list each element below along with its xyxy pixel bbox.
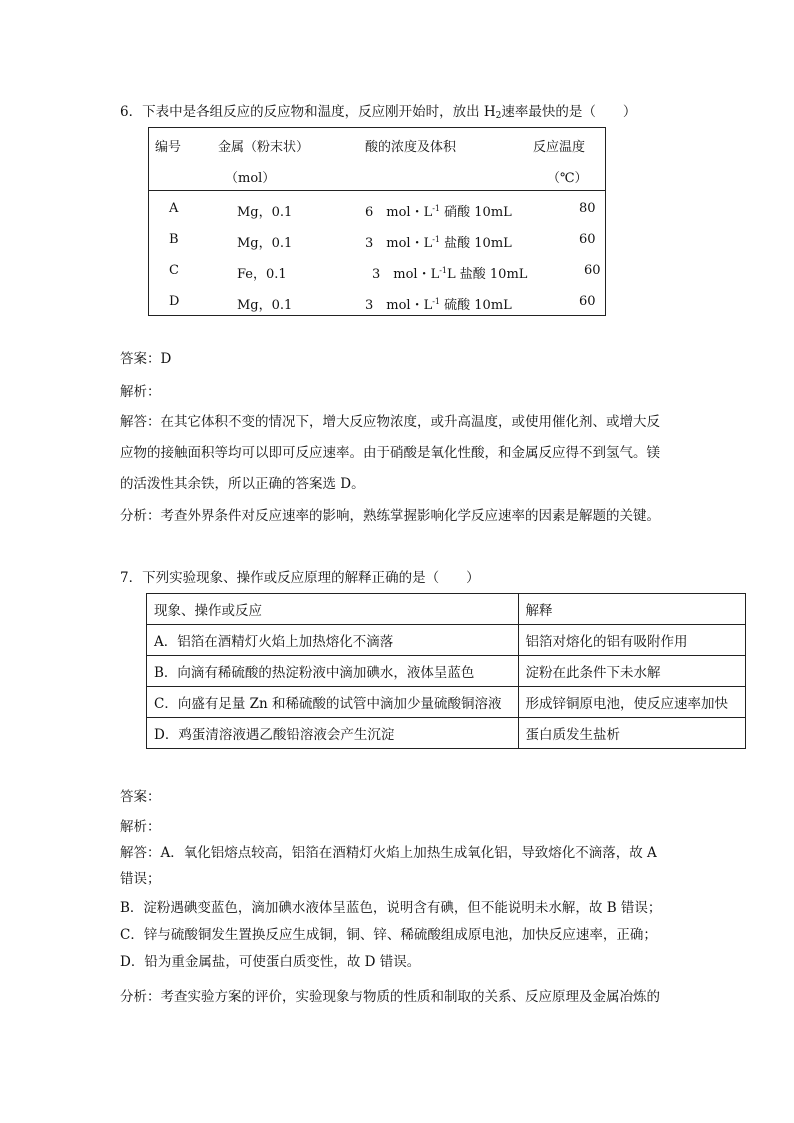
q6-row-b-acid-sup: -1 bbox=[432, 235, 441, 244]
q6-solution-line-2: 应物的接触面积等均可以即可反应速率。由于硝酸是氧化性酸，和金属反应得不到氢气。镁 bbox=[120, 445, 660, 461]
q6-row-d-metal: Mg，0.1 bbox=[237, 298, 293, 313]
q6-row-c-acid bbox=[372, 263, 527, 282]
q6-row-d-acid-name: 硫酸 10mL bbox=[440, 298, 512, 313]
q6-row-c-metal: Fe，0.1 bbox=[237, 267, 287, 282]
q7-solution-line-2: 错误； bbox=[120, 871, 161, 887]
q6-row-c-acid-sup: -1 bbox=[439, 266, 448, 275]
table-row bbox=[147, 687, 746, 718]
q6-row-a-acid-conc: 6 mol・L bbox=[365, 205, 433, 220]
q7-answer: 答案： bbox=[120, 789, 161, 805]
q6-row-b-id: B bbox=[169, 232, 179, 247]
q7-row-a-phenomenon: A．铝箔在酒精灯火焰上加热熔化不滴落 bbox=[147, 625, 519, 656]
q6-analysis-label: 解析： bbox=[120, 384, 161, 400]
q7-row-b-explanation: 淀粉在此条件下未水解 bbox=[518, 656, 746, 687]
q6-row-b-acid-conc: 3 mol・L bbox=[365, 236, 433, 251]
q6-title-text-end: 速率最快的是（ ） bbox=[501, 104, 637, 120]
q6-title-text: 6．下表中是各组反应的反应物和温度，反应刚开始时，放出 H bbox=[120, 104, 496, 120]
q7-solution-line-1: 解答：A．氧化铝熔点较高，铝箔在酒精灯火焰上加热生成氧化铝，导致熔化不滴落，故 A bbox=[120, 845, 657, 861]
q7-row-a-explanation: 铝箔对熔化的铝有吸附作用 bbox=[518, 625, 746, 656]
q6-header-acid: 酸的浓度及体积 bbox=[365, 140, 457, 155]
q6-row-d-id: D bbox=[169, 294, 180, 309]
q7-row-c-phenomenon: C．向盛有足量 Zn 和稀硫酸的试管中滴加少量硫酸铜溶液 bbox=[147, 687, 519, 718]
q6-row-c-temp: 60 bbox=[584, 263, 601, 278]
q6-row-a-temp: 80 bbox=[579, 201, 596, 216]
q7-solution-line-3: B．淀粉遇碘变蓝色，滴加碘水液体呈蓝色，说明含有碘，但不能说明未水解，故 B 错误； bbox=[120, 900, 662, 916]
q6-header-temp: 反应温度 bbox=[533, 140, 586, 155]
q6-row-c-acid-conc: 3 mol・L bbox=[372, 267, 440, 282]
q6-header-id: 编号 bbox=[155, 140, 182, 155]
q6-answer: 答案：D bbox=[120, 351, 172, 367]
q7-row-b-phenomenon: B．向滴有稀硫酸的热淀粉液中滴加碘水，液体呈蓝色 bbox=[147, 656, 519, 687]
question-6-title bbox=[120, 103, 636, 125]
q6-row-c-acid-name: L 盐酸 10mL bbox=[447, 267, 528, 282]
q6-header-metal: 金属（粉末状） bbox=[218, 140, 310, 155]
q7-analysis-label: 解析： bbox=[120, 819, 161, 835]
q6-row-c-id: C bbox=[169, 263, 179, 278]
q6-row-b-acid bbox=[365, 232, 512, 251]
q6-row-d-acid bbox=[365, 294, 512, 313]
q6-header-metal-unit: （mol） bbox=[225, 171, 276, 186]
q7-row-d-phenomenon: D．鸡蛋清溶液遇乙酸铅溶液会产生沉淀 bbox=[147, 718, 519, 749]
q6-title-subscript: 2 bbox=[495, 111, 502, 121]
q6-row-d-acid-conc: 3 mol・L bbox=[365, 298, 433, 313]
q7-row-d-explanation: 蛋白质发生盐析 bbox=[518, 718, 746, 749]
table-row bbox=[147, 656, 746, 687]
q6-row-b-metal: Mg，0.1 bbox=[237, 236, 293, 251]
q6-header-temp-unit: （℃） bbox=[547, 171, 588, 186]
q7-table-header-row bbox=[147, 594, 746, 625]
question-6-table bbox=[148, 127, 606, 316]
q6-row-a-acid bbox=[365, 201, 512, 220]
q6-solution-line-1: 解答：在其它体积不变的情况下，增大反应物浓度，或升高温度，或使用催化剂、或增大反 bbox=[120, 414, 660, 430]
q7-header-phenomenon: 现象、操作或反应 bbox=[147, 594, 519, 625]
q6-row-a-metal: Mg，0.1 bbox=[237, 205, 293, 220]
q7-fenxi: 分析：考查实验方案的评价，实验现象与物质的性质和制取的关系、反应原理及金属冶炼的 bbox=[120, 989, 660, 1005]
table-row bbox=[147, 718, 746, 749]
q6-fenxi: 分析：考查外界条件对反应速率的影响，熟练掌握影响化学反应速率的因素是解题的关键。 bbox=[120, 508, 660, 524]
q7-row-c-explanation: 形成锌铜原电池，使反应速率加快 bbox=[518, 687, 746, 718]
question-7-title: 7．下列实验现象、操作或反应原理的解释正确的是（ ） bbox=[120, 570, 480, 586]
q6-header-divider bbox=[149, 190, 605, 191]
q6-row-b-temp: 60 bbox=[579, 232, 596, 247]
q6-row-d-acid-sup: -1 bbox=[432, 297, 441, 306]
q7-header-explanation: 解释 bbox=[518, 594, 746, 625]
q6-row-a-acid-sup: -1 bbox=[432, 204, 441, 213]
q7-solution-line-4: C．锌与硫酸铜发生置换反应生成铜，铜、锌、稀硫酸组成原电池，加快反应速率，正确； bbox=[120, 927, 657, 943]
q6-solution-line-3: 的活泼性其余铁，所以正确的答案选 D。 bbox=[120, 476, 365, 492]
q6-row-a-id: A bbox=[169, 201, 179, 216]
question-7-table bbox=[146, 593, 746, 749]
table-row bbox=[147, 625, 746, 656]
q6-row-b-acid-name: 盐酸 10mL bbox=[440, 236, 512, 251]
q6-row-a-acid-name: 硝酸 10mL bbox=[440, 205, 512, 220]
q6-row-d-temp: 60 bbox=[579, 294, 596, 309]
q7-solution-line-5: D．铅为重金属盐，可使蛋白质变性，故 D 错误。 bbox=[120, 954, 421, 970]
